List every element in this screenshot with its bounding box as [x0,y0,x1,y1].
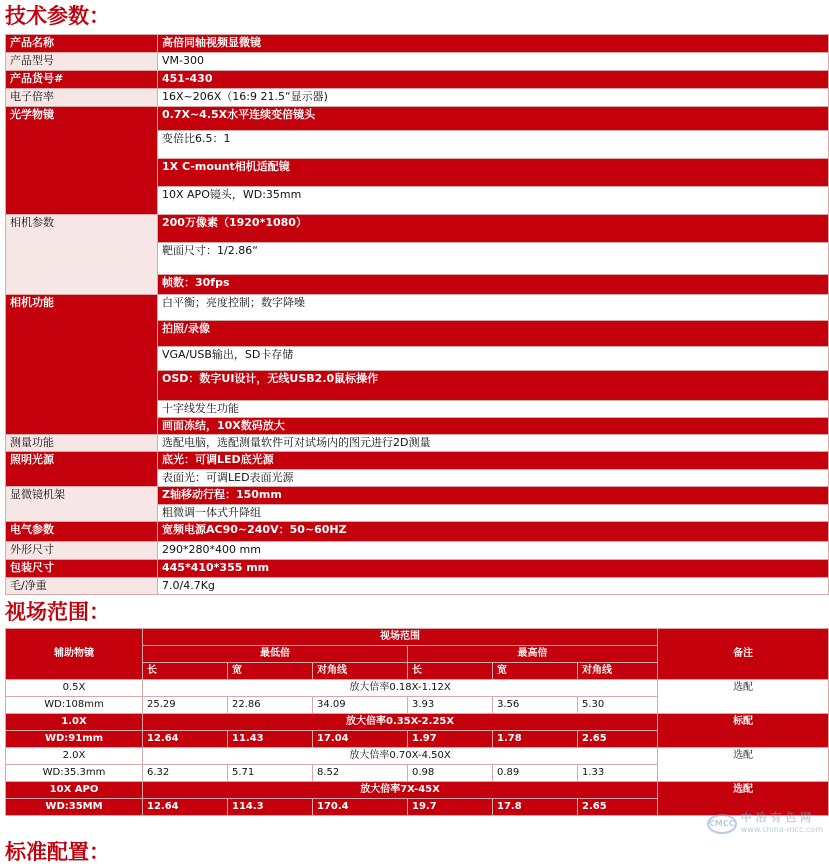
spec-value: 底光：可调LED底光源 [158,452,829,470]
spec-value: 帧数：30fps [158,275,829,295]
fov-note: 选配 [658,782,829,816]
spec-label: 产品货号# [6,71,158,89]
spec-value: 十字线发生功能 [158,401,829,418]
fov-value: 1.78 [493,731,578,748]
spec-row [6,560,829,578]
fov-value: 0.89 [493,765,578,782]
spec-row [6,295,829,321]
spec-value: 表面光：可调LED表面光源 [158,470,829,487]
fov-lens: 1.0X [6,714,143,731]
spec-value: 高倍同轴视频显微镜 [158,35,829,53]
fov-value: 2.65 [578,731,658,748]
spec-row [6,435,829,452]
fov-working-distance: WD:35.3mm [6,765,143,782]
low-mag-header: 最低倍 [143,646,408,663]
spec-label: 相机功能 [6,295,158,435]
fov-heading: 视场范围： [5,599,110,624]
next-heading: 标准配置： [5,839,110,864]
fov-value: 12.64 [143,731,228,748]
fov-value: 0.98 [408,765,493,782]
spec-row [6,522,829,542]
fov-row [6,680,829,697]
low-length-header: 长 [143,663,228,680]
high-diagonal-header: 对角线 [578,663,658,680]
fov-magnification: 放大倍率0.18X-1.12X [143,680,658,697]
low-diagonal-header: 对角线 [313,663,408,680]
high-width-header: 宽 [493,663,578,680]
spec-row [6,107,829,131]
watermark-name: 中 冶 有 色 网 [740,811,812,824]
watermark [707,812,823,836]
spec-value: 粗微调一体式升降组 [158,505,829,522]
spec-label: 测量功能 [6,435,158,452]
fov-table [5,628,829,816]
fov-value: 12.64 [143,799,228,816]
spec-value: 445*410*355 mm [158,560,829,578]
spec-value: VGA/USB输出，SD卡存储 [158,347,829,371]
fov-working-distance: WD:108mm [6,697,143,714]
spec-row [6,71,829,89]
spec-label: 照明光源 [6,452,158,487]
spec-value: 7.0/4.7Kg [158,578,829,595]
spec-row [6,89,829,107]
spec-row [6,452,829,470]
fov-magnification: 放大倍率0.70X-4.50X [143,748,658,765]
spec-label: 相机参数 [6,215,158,295]
fov-value: 1.97 [408,731,493,748]
fov-lens: 10X APO [6,782,143,799]
spec-label: 光学物镜 [6,107,158,215]
fov-value: 5.71 [228,765,313,782]
fov-value: 22.86 [228,697,313,714]
spec-value: VM-300 [158,53,829,71]
fov-lens: 2.0X [6,748,143,765]
spec-value: Z轴移动行程：150mm [158,487,829,505]
spec-value: 白平衡；亮度控制；数字降噪 [158,295,829,321]
fov-working-distance: WD:91mm [6,731,143,748]
fov-header: 视场范围 [143,629,658,646]
fov-value: 25.29 [143,697,228,714]
fov-value: 11.43 [228,731,313,748]
spec-value: 0.7X~4.5X水平连续变倍镜头 [158,107,829,131]
fov-row [6,748,829,765]
spec-value: 拍照/录像 [158,321,829,347]
high-length-header: 长 [408,663,493,680]
spec-row [6,215,829,243]
fov-value: 3.56 [493,697,578,714]
spec-label: 电气参数 [6,522,158,542]
spec-table [5,34,829,595]
spec-value: 451-430 [158,71,829,89]
fov-value: 1.33 [578,765,658,782]
spec-label: 外形尺寸 [6,542,158,560]
fov-magnification: 放大倍率7X-45X [143,782,658,799]
spec-value: 16X~206X（16:9 21.5“显示器) [158,89,829,107]
spec-row [6,487,829,505]
fov-value: 2.65 [578,799,658,816]
spec-label: 电子倍率 [6,89,158,107]
spec-value: 靶面尺寸：1/2.86“ [158,243,829,275]
fov-row [6,782,829,799]
fov-row [6,714,829,731]
spec-value: 200万像素（1920*1080） [158,215,829,243]
spec-value: 10X APO镜头，WD:35mm [158,187,829,215]
watermark-logo-icon: CMCC [707,814,737,834]
spec-value: OSD：数字UI设计，无线USB2.0鼠标操作 [158,371,829,401]
fov-value: 170.4 [313,799,408,816]
spec-label: 包装尺寸 [6,560,158,578]
fov-value: 34.09 [313,697,408,714]
spec-value: 1X C-mount相机适配镜 [158,159,829,187]
spec-label: 显微镜机架 [6,487,158,522]
spec-value: 宽频电源AC90~240V：50~60HZ [158,522,829,542]
fov-note: 标配 [658,714,829,748]
fov-value: 17.8 [493,799,578,816]
fov-working-distance: WD:35MM [6,799,143,816]
aux-objective-header: 辅助物镜 [6,629,143,680]
spec-row [6,542,829,560]
spec-label: 毛/净重 [6,578,158,595]
fov-value: 6.32 [143,765,228,782]
fov-note: 选配 [658,680,829,714]
watermark-url: www.china-mcc.com [740,825,823,834]
fov-note: 选配 [658,748,829,782]
fov-value: 3.93 [408,697,493,714]
spec-value: 变倍比6.5：1 [158,131,829,159]
fov-lens: 0.5X [6,680,143,697]
high-mag-header: 最高倍 [408,646,658,663]
low-width-header: 宽 [228,663,313,680]
fov-value: 8.52 [313,765,408,782]
note-header: 备注 [658,629,829,680]
fov-value: 17.04 [313,731,408,748]
spec-value: 画面冻结，10X数码放大 [158,418,829,435]
spec-row [6,578,829,595]
spec-value: 290*280*400 mm [158,542,829,560]
spec-row [6,35,829,53]
spec-value: 选配电脑，选配测量软件可对试场内的图元进行2D测量 [158,435,829,452]
fov-value: 114.3 [228,799,313,816]
fov-magnification: 放大倍率0.35X-2.25X [143,714,658,731]
spec-row [6,53,829,71]
fov-value: 5.30 [578,697,658,714]
fov-value: 19.7 [408,799,493,816]
spec-heading: 技术参数： [5,3,110,28]
spec-label: 产品型号 [6,53,158,71]
spec-label: 产品名称 [6,35,158,53]
